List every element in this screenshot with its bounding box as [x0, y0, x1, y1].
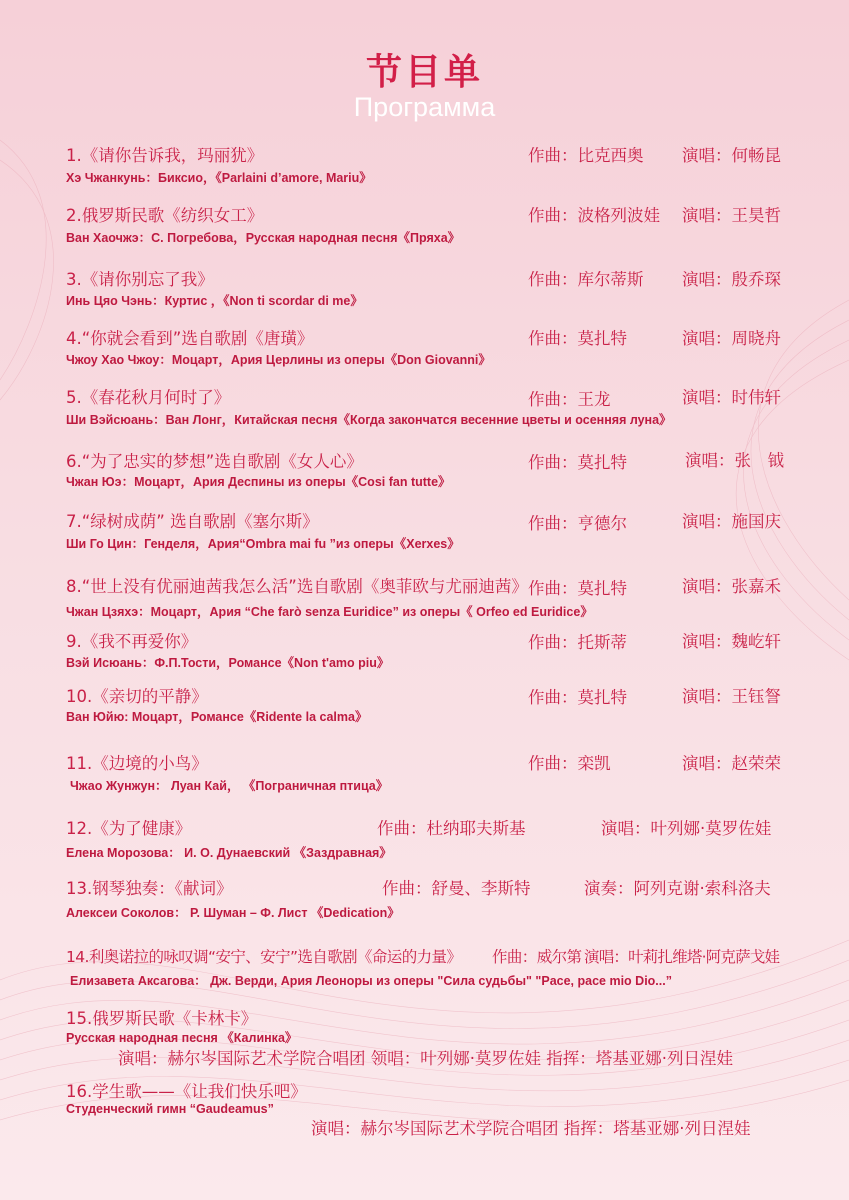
piece-title: 11.《边境的小鸟》	[66, 754, 208, 773]
performer: 演唱：叶列娜·莫罗佐娃	[601, 819, 772, 838]
russian-subtitle: Ван Хаочжэ：С. Погребова，Русская народная песня《Пряха》	[66, 231, 461, 245]
program-item	[0, 573, 849, 633]
piece-title: 1.《请你告诉我，玛丽犹》	[66, 146, 264, 165]
performer: 演唱：魏屹轩	[682, 632, 781, 651]
russian-subtitle: Русская народная песня 《Калинка》	[66, 1031, 298, 1045]
piece-title: 14.利奥诺拉的咏叹调“安宁、安宁”选自歌剧《命运的力量》	[66, 948, 462, 966]
russian-subtitle: Чжао Жунжун： Луан Кай， 《Пограничная птица》	[70, 779, 389, 793]
credits: 演唱：赫尔岑国际艺术学院合唱团 指挥：塔基亚娜·列日涅娃	[311, 1119, 751, 1138]
composer: 作曲：舒曼、李斯特	[382, 879, 531, 898]
performer: 演唱：叶莉扎维塔·阿克萨戈娃	[584, 948, 780, 966]
performer: 演唱：何畅昆	[682, 146, 781, 165]
piece-title: 5.《春花秋月何时了》	[66, 388, 231, 407]
russian-subtitle: Ши Вэйсюань：Ван Лонг，Китайская песня《Когда закончатся весенние цветы и осенняя луна》	[66, 413, 672, 427]
composer: 作曲：比克西奥	[528, 146, 644, 165]
piece-title: 15.俄罗斯民歌《卡林卡》	[66, 1009, 258, 1028]
program-item	[0, 628, 849, 688]
russian-subtitle: Инь Цяо Чэнь：Куртис ，《Non ti scordar di me》	[66, 294, 363, 308]
composer: 作曲：威尔第	[492, 948, 582, 966]
composer: 作曲：杜纳耶夫斯基	[377, 819, 526, 838]
piece-title: 10.《亲切的平静》	[66, 687, 208, 706]
russian-subtitle: Алексеи Соколов： Р. Шуман – Ф. Лист 《Dedication》	[66, 906, 400, 920]
russian-subtitle: Хэ Чжанкунь：Биксио，《Parlaini d’amore, Mariu》	[66, 171, 372, 185]
piece-title: 4.“你就会看到”选自歌剧《唐璜》	[66, 329, 314, 348]
program-item	[0, 384, 849, 444]
page-subtitle: Программа	[353, 92, 496, 122]
composer: 作曲：莫扎特	[528, 579, 627, 598]
program-item	[0, 815, 849, 875]
program-item	[0, 448, 849, 508]
composer: 作曲：莫扎特	[528, 688, 627, 707]
credits: 演唱：赫尔岑国际艺术学院合唱团 领唱：叶列娜·莫罗佐娃 指挥：塔基亚娜·列日涅娃	[118, 1049, 733, 1068]
program-item	[0, 683, 849, 743]
performer: 演唱：赵荣荣	[682, 754, 781, 773]
page-title: 节目单	[365, 52, 483, 93]
russian-subtitle: Елена Морозова： И. О. Дунаевский 《Заздравная》	[66, 846, 392, 860]
program-item	[0, 508, 849, 568]
performer: 演唱：张嘉禾	[682, 577, 781, 596]
composer: 作曲：栾凯	[528, 754, 611, 773]
piece-title: 3.《请你别忘了我》	[66, 270, 214, 289]
piece-title: 12.《为了健康》	[66, 819, 192, 838]
performer: 演唱：时伟轩	[682, 388, 781, 407]
program-item	[0, 750, 849, 810]
piece-title: 6.“为了忠实的梦想”选自歌剧《女人心》	[66, 452, 363, 471]
performer: 演唱：殷乔琛	[682, 270, 781, 289]
russian-subtitle: Вэй Исюань：Ф.П.Тости，Романсе《Non t'amo piu》	[66, 656, 390, 670]
performer: 演唱：王昊哲	[682, 206, 781, 225]
piece-title: 13.钢琴独奏：《献词》	[66, 879, 233, 898]
piece-title: 7.“绿树成荫” 选自歌剧《塞尔斯》	[66, 512, 319, 531]
program-item	[0, 875, 849, 935]
program-item	[0, 202, 849, 262]
performer: 演唱：王钰詧	[682, 687, 781, 706]
performer: 演唱：张 钺	[685, 451, 784, 470]
composer: 作曲：亨德尔	[528, 514, 627, 533]
russian-subtitle: Чжан Юэ：Моцарт，Ария Деспины из оперы《Cosi fan tutte》	[66, 475, 451, 489]
composer: 作曲：库尔蒂斯	[528, 270, 644, 289]
russian-subtitle: Ван Юйю: Моцарт，Романсе《Ridente la calma》	[66, 710, 368, 724]
program-item	[0, 945, 849, 1005]
russian-subtitle: Елизавета Аксагова： Дж. Верди, Ария Леоноры из оперы "Сила судьбы" "Pace, pace mio Dio...”	[70, 974, 672, 988]
russian-subtitle: Чжоу Хао Чжоу：Моцарт，Ария Церлины из оперы《Don Giovanni》	[66, 353, 491, 367]
performer: 演奏：阿列克谢·索科洛夫	[584, 879, 771, 898]
program-item	[0, 1078, 849, 1138]
program-item	[0, 266, 849, 326]
russian-subtitle: Студенческий гимн “Gaudeamus”	[66, 1102, 274, 1116]
composer: 作曲：波格列波娃	[528, 206, 660, 225]
program-item	[0, 1005, 849, 1068]
russian-subtitle: Чжан Цзяхэ：Моцарт，Ария “Che farò senza Euridice” из оперы《 Orfeo ed Euridice》	[66, 605, 593, 619]
composer: 作曲：莫扎特	[528, 453, 627, 472]
composer: 作曲：莫扎特	[528, 329, 627, 348]
piece-title: 16.学生歌——《让我们快乐吧》	[66, 1082, 307, 1101]
program-item	[0, 142, 849, 202]
piece-title: 9.《我不再爱你》	[66, 632, 198, 651]
composer: 作曲：王龙	[528, 390, 611, 409]
performer: 演唱：施国庆	[682, 512, 781, 531]
piece-title: 8.“世上没有优丽迪茜我怎么活”选自歌剧《奥菲欧与尤丽迪茜》	[66, 577, 528, 596]
piece-title: 2.俄罗斯民歌《纺织女工》	[66, 206, 264, 225]
composer: 作曲：托斯蒂	[528, 633, 627, 652]
russian-subtitle: Ши Го Цин：Генделя，Ария“Ombra mai fu ”из оперы《Xerxes》	[66, 537, 460, 551]
performer: 演唱：周晓舟	[682, 329, 781, 348]
program-item	[0, 325, 849, 385]
